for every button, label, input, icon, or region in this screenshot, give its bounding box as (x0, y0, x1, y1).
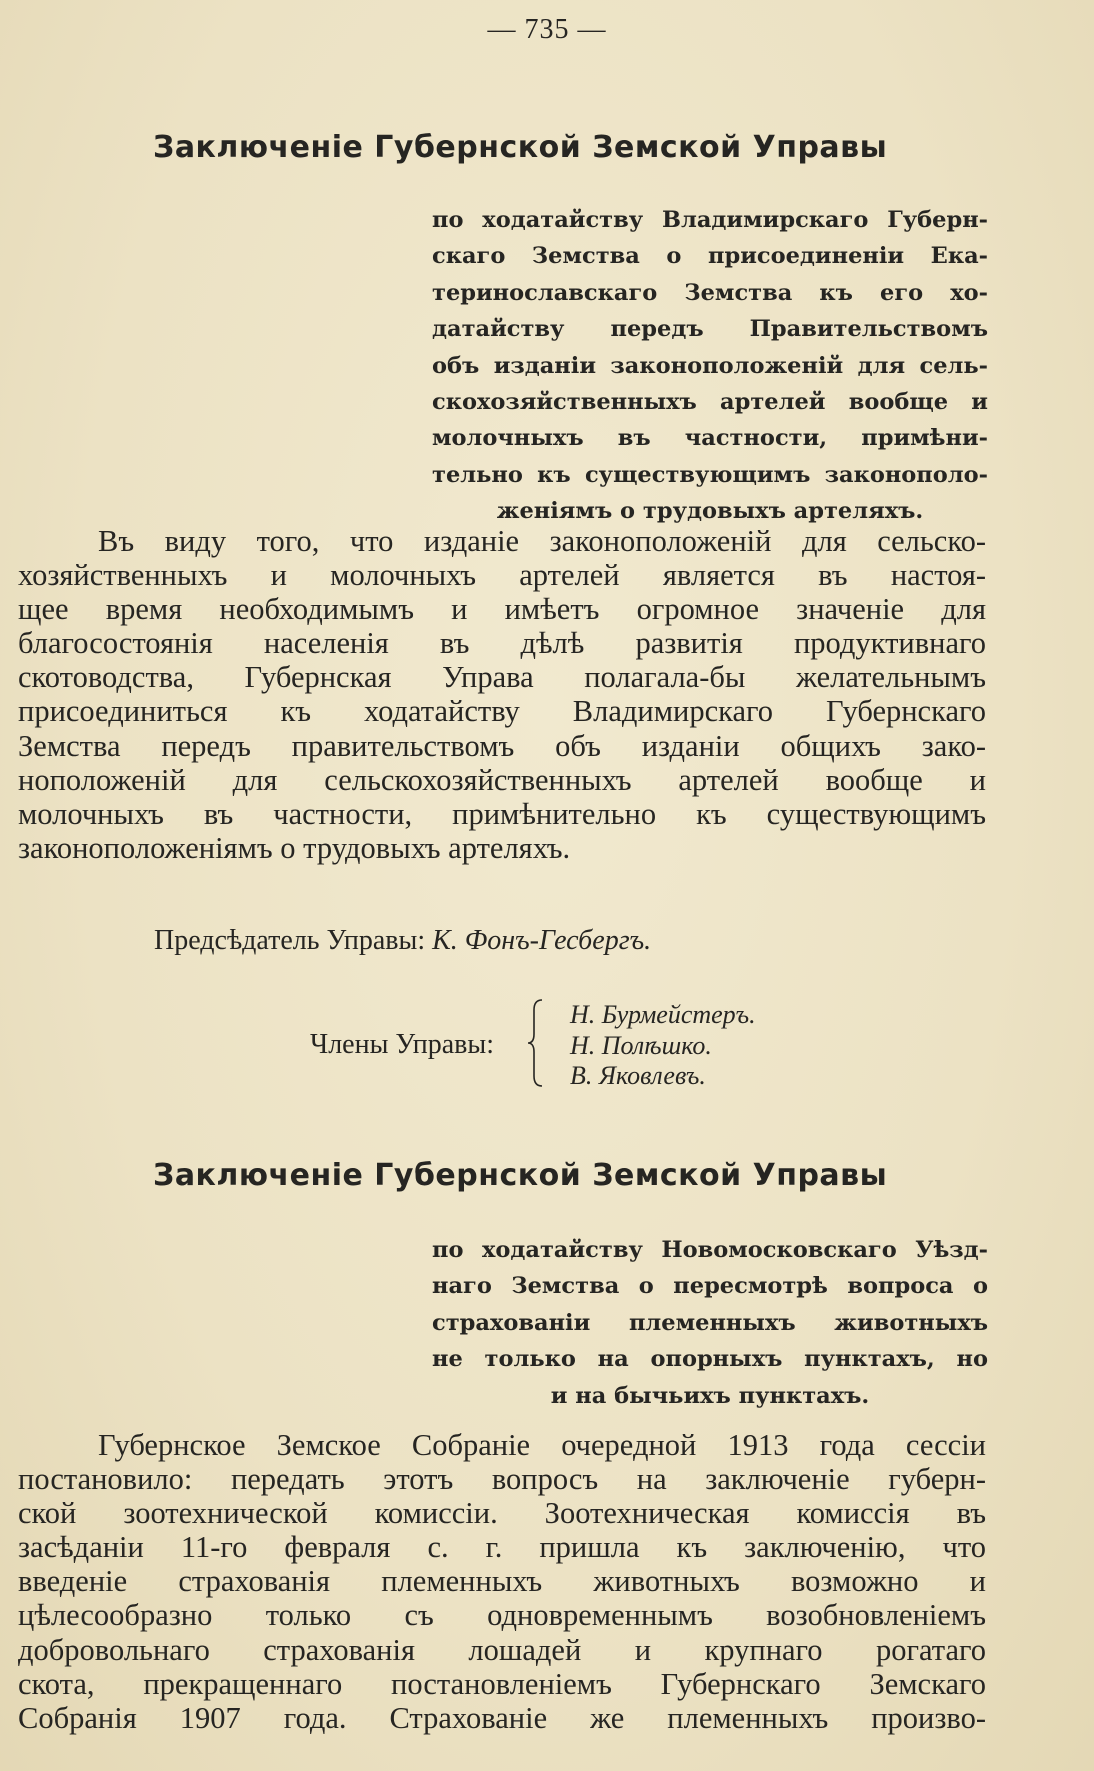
members-label: Члены Управы: (310, 1029, 494, 1060)
body-line: Земства передъ правительствомъ объ изданіи общихъ зако- (18, 728, 986, 763)
section-2-subject (432, 1232, 988, 1414)
subject-line: объ изданіи законоположеній для сель- (432, 352, 988, 379)
body-line: щее время необходимымъ и имѣетъ огромное значеніе для (18, 592, 986, 627)
body-line: засѣданіи 11-го февраля с. г. пришла къ заключенію, что (18, 1530, 986, 1565)
subject-line: скохозяйственныхъ артелей вообще и (432, 389, 988, 416)
body-line: законоположеніямъ о трудовыхъ артеляхъ. (18, 830, 571, 865)
subject-line: молочныхъ въ частности, примѣни- (432, 425, 988, 452)
subject-line: теринославскаго Земства къ его хо- (432, 279, 988, 306)
body-line: ноположеній для сельскохозяйственныхъ артелей вообще и (18, 762, 986, 797)
body-line: хозяйственныхъ и молочныхъ артелей является въ настоя- (18, 558, 986, 593)
member-name: Н. Бурмейстеръ. (570, 1000, 756, 1029)
members-list (570, 1000, 756, 1092)
subject-line: не только на опорныхъ пунктахъ, но (432, 1346, 988, 1373)
subject-line: наго Земства о пересмотрѣ вопроса о (432, 1273, 988, 1300)
chairman-signature (154, 925, 651, 957)
body-line: добровольнаго страхованія лошадей и крупнаго рогатаго (18, 1632, 986, 1667)
body-line: введеніе страхованія племенныхъ животныхъ возможно и (18, 1564, 986, 1599)
subject-line: по ходатайству Новомосковскаго Уѣзд- (432, 1237, 988, 1263)
chairman-name: К. Фонъ-Гесбергъ. (432, 925, 652, 956)
body-line: Собранія 1907 года. Страхованіе же племенныхъ произво- (18, 1700, 986, 1735)
subject-line: по ходатайству Владимирскаго Губерн- (432, 207, 988, 233)
body-line: ской зоотехнической комиссіи. Зоотехническая комиссія въ (18, 1496, 986, 1531)
body-line: присоединиться къ ходатайству Владимирскаго Губернскаго (18, 694, 986, 729)
subject-line: датайству передъ Правительствомъ (432, 316, 988, 343)
section-1-heading: Заключеніе Губернской Земской Управы (153, 130, 888, 165)
section-2-heading: Заключеніе Губернской Земской Управы (153, 1158, 888, 1193)
body-line: благосостоянія населенія въ дѣлѣ развитія продуктивнаго (18, 626, 986, 661)
page-number: — 735 — (487, 14, 607, 45)
section-2-body (18, 1428, 986, 1735)
body-line: Губернское Земское Собраніе очередной 1913 года сессіи (98, 1428, 986, 1462)
body-line: цѣлесообразно только съ одновременнымъ возобновленіемъ (18, 1598, 986, 1633)
member-name: Н. Полѣшко. (570, 1030, 712, 1060)
body-line: Въ виду того, что изданіе законоположеній для сельско- (98, 524, 986, 558)
subject-line: тельно къ существующимъ законополо- (432, 461, 988, 488)
body-line: скота, прекращеннаго постановленіемъ Губернскаго Земскаго (18, 1666, 986, 1701)
section-1-body (18, 524, 986, 865)
body-line: постановило: передать этотъ вопросъ на заключеніе губерн- (18, 1462, 986, 1497)
subject-line: страхованіи племенныхъ животныхъ (432, 1309, 988, 1336)
body-line: молочныхъ въ частности, примѣнительно къ существующимъ (18, 796, 986, 831)
member-name: В. Яковлевъ. (570, 1061, 706, 1090)
brace-icon (528, 998, 546, 1088)
section-1-subject (432, 202, 988, 530)
subject-line: и на бычьихъ пунктахъ. (550, 1382, 870, 1409)
subject-line: скаго Земства о присоединеніи Ека- (432, 243, 988, 270)
body-line: скотоводства, Губернская Управа полагала-бы желательнымъ (18, 660, 986, 695)
subject-line: женіямъ о трудовыхъ артеляхъ. (496, 498, 924, 525)
chairman-label: Предсѣдатель Управы: (154, 925, 426, 956)
